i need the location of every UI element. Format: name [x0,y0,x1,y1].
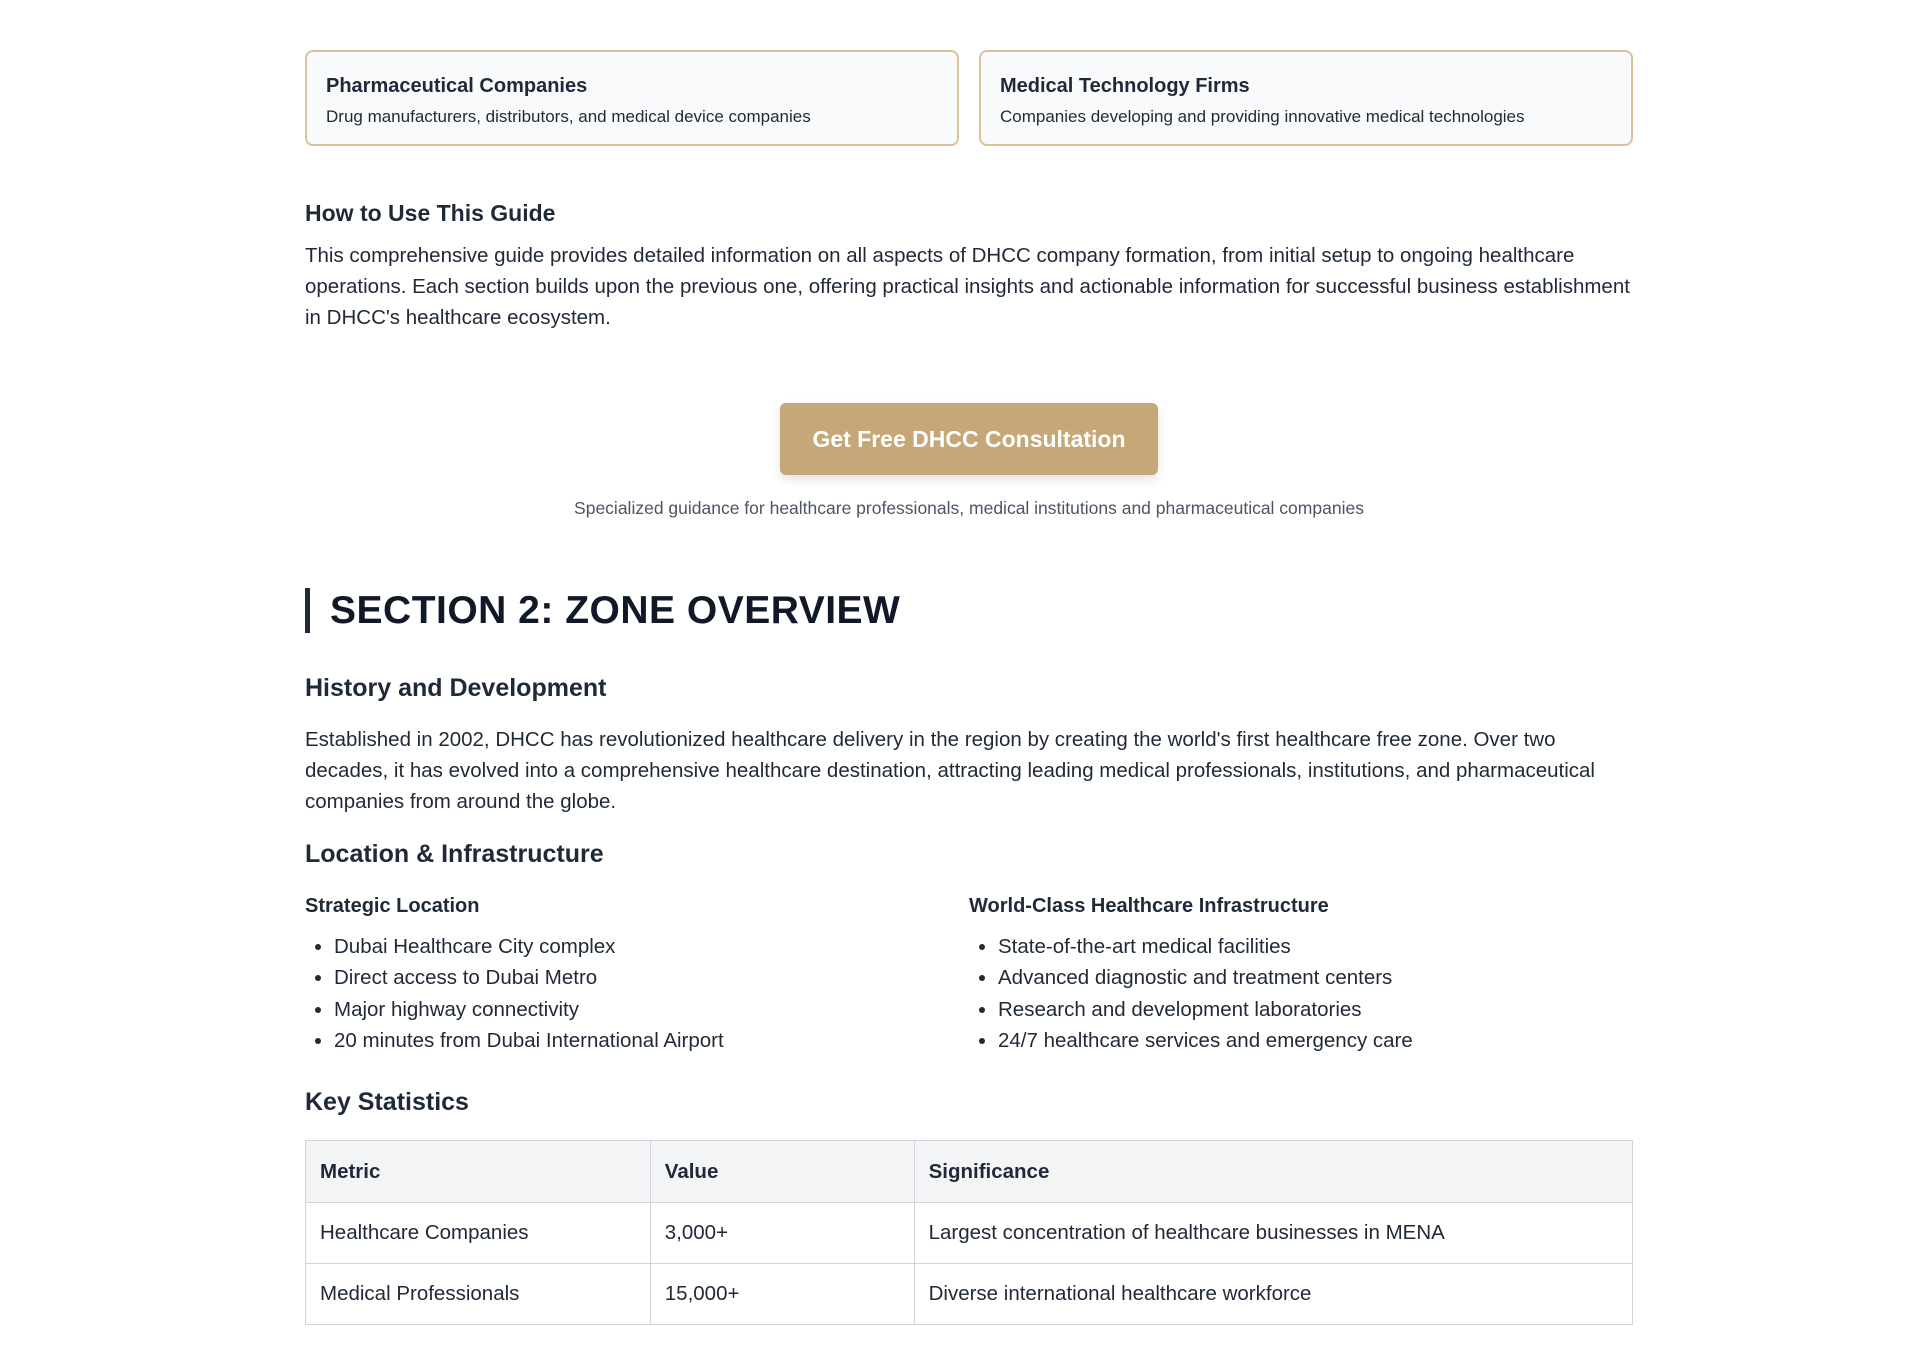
column-title: World-Class Healthcare Infrastructure [969,895,1329,917]
list-item: • Major highway connectivity [334,994,969,1025]
section-heading: SECTION 2: ZONE OVERVIEW [305,588,900,633]
category-card-pharmaceutical [305,50,959,146]
category-cards [305,50,1633,146]
key-statistics-table [305,1140,1633,1325]
table-cell: Medical Professionals [306,1264,651,1325]
list-item: • Advanced diagnostic and treatment centers [998,962,1633,993]
card-description: Companies developing and providing innovative medical technologies [1000,107,1525,126]
list-item: • Dubai Healthcare City complex [334,931,969,962]
table-cell: Largest concentration of healthcare businesses in MENA [914,1203,1632,1264]
infrastructure-list [969,931,1633,1056]
list-item: • Research and development laboratories [998,994,1633,1025]
cta-note: Specialized guidance for healthcare professionals, medical institutions and pharmaceutical companies [574,498,1364,518]
table-row [306,1264,1633,1325]
card-description: Drug manufacturers, distributors, and medical device companies [326,107,811,126]
free-consultation-button[interactable]: Get Free DHCC Consultation [780,403,1158,475]
list-item: • State-of-the-art medical facilities [998,931,1633,962]
strategic-location-list [305,931,969,1056]
history-text: Established in 2002, DHCC has revolutionized healthcare delivery in the region by creating the world's first healthcare free zone. Over two decades, it has evolved into a comprehensive healthcare destination, attracting leading medical professionals, institutions, and pharmaceutical companies from around the globe. [305,728,1595,813]
table-header-row [306,1141,1633,1203]
column-header: Significance [914,1141,1632,1203]
table-row [306,1203,1633,1264]
list-item: • 24/7 healthcare services and emergency care [998,1025,1633,1056]
card-title: Medical Technology Firms [1000,75,1250,97]
guide-text: This comprehensive guide provides detailed information on all aspects of DHCC company formation, from initial setup to ongoing healthcare operations. Each section builds upon the previous one, offering practical insights and actionable information for successful business establishment in DHCC's healthcare ecosystem. [305,244,1630,329]
stats-title: Key Statistics [305,1088,469,1116]
list-item: • 20 minutes from Dubai International Airport [334,1025,969,1056]
column-header: Metric [306,1141,651,1203]
card-title: Pharmaceutical Companies [326,75,588,97]
category-card-medtech [979,50,1633,146]
table-cell: 3,000+ [650,1203,914,1264]
table-cell: Diverse international healthcare workforce [914,1264,1632,1325]
column-title: Strategic Location [305,895,480,917]
location-columns [305,893,1633,1056]
list-item: • Direct access to Dubai Metro [334,962,969,993]
table-cell: Healthcare Companies [306,1203,651,1264]
strategic-location-column [305,893,969,1056]
location-title: Location & Infrastructure [305,840,604,868]
guide-title: How to Use This Guide [305,200,556,226]
table-cell: 15,000+ [650,1264,914,1325]
history-title: History and Development [305,674,607,702]
column-header: Value [650,1141,914,1203]
infrastructure-column [969,893,1633,1056]
